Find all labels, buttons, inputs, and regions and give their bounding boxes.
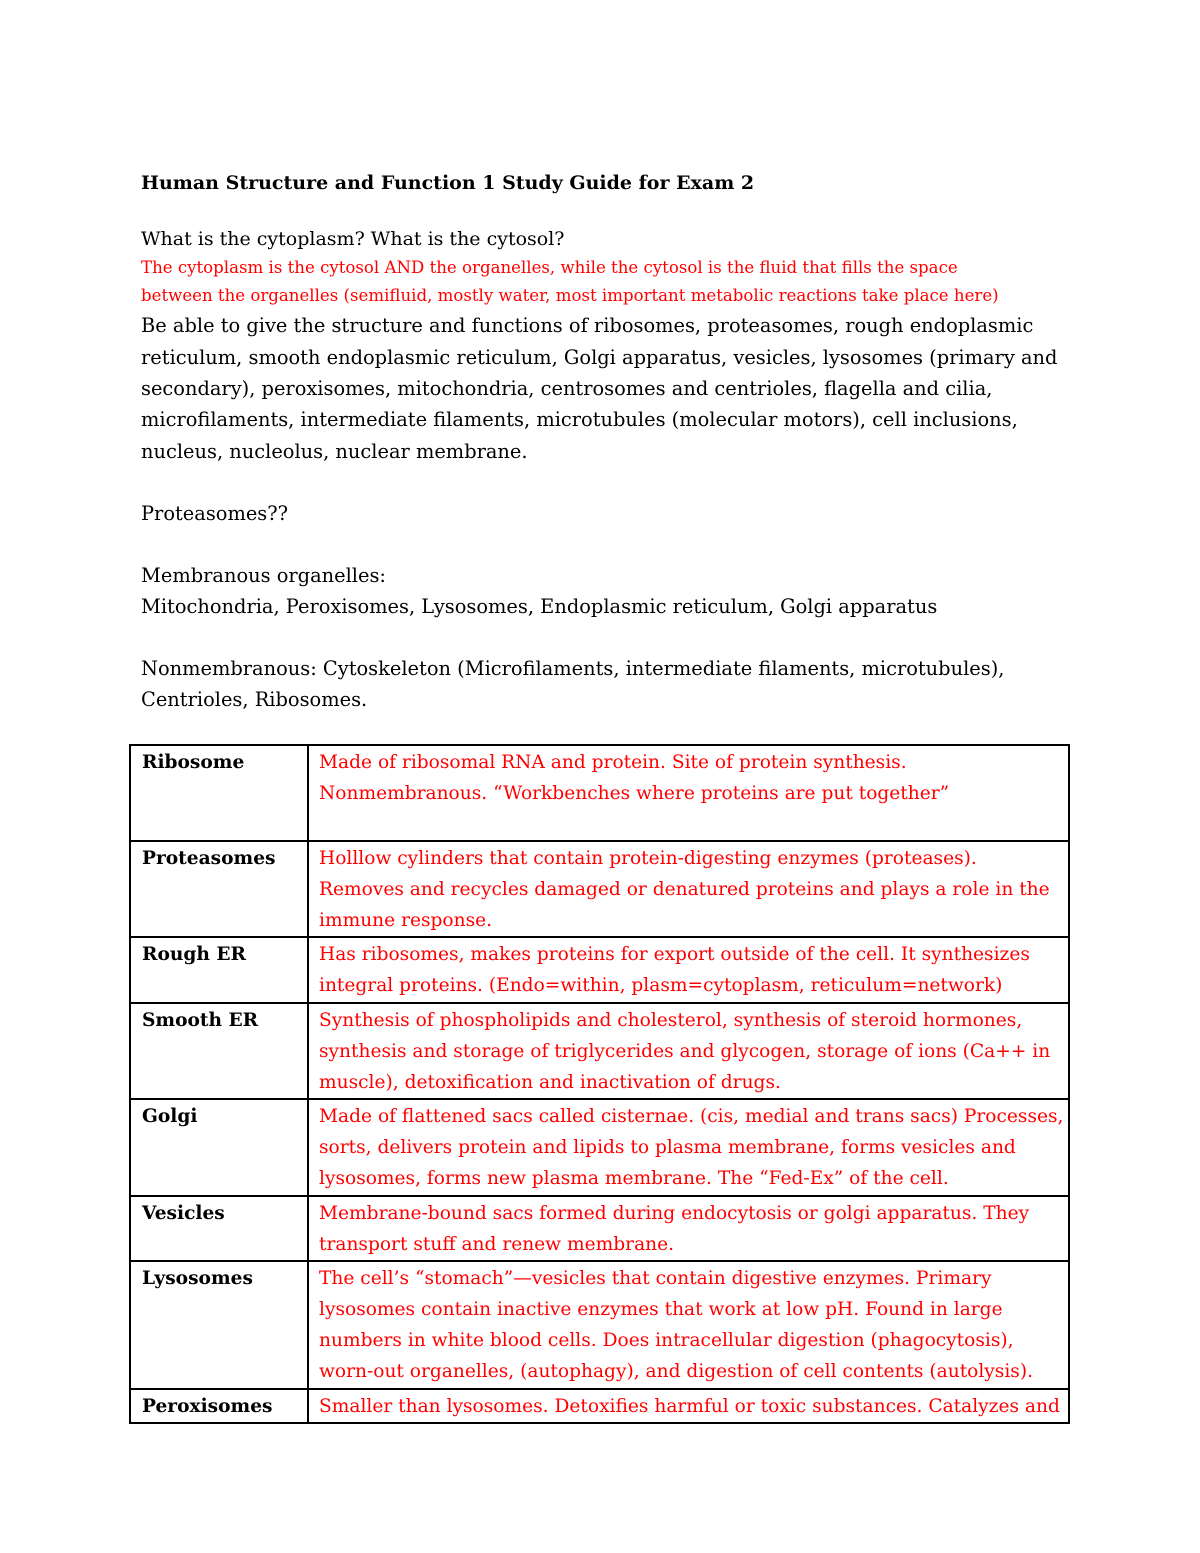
description-text: Membrane-bound sacs formed during endocytosis or golgi apparatus. They transport stuff and renew membrane.	[319, 1202, 1030, 1255]
instruction-line: secondary), peroxisomes, mitochondria, centrosomes and centrioles, flagella and cilia,	[141, 377, 993, 400]
table-row	[130, 745, 1069, 841]
description-text: Synthesis of phospholipids and cholesterol, synthesis of steroid hormones, synthesis and storage of triglycerides and glycogen, storage of ions (Ca++ in muscle), detoxification and inactivation of drugs.	[319, 1009, 1051, 1093]
table-row	[130, 1261, 1069, 1388]
organelle-description	[308, 1099, 1069, 1195]
organelle-description	[308, 1003, 1069, 1099]
organelle-description	[308, 841, 1069, 937]
nonmembranous-line: Centrioles, Ribosomes.	[141, 688, 368, 711]
instruction-line: nucleus, nucleolus, nuclear membrane.	[141, 440, 528, 463]
answer-line: The cytoplasm is the cytosol AND the organelles, while the cytosol is the fluid that fills the space	[141, 258, 958, 277]
nonmembranous-line: Nonmembranous: Cytoskeleton (Microfilaments, intermediate filaments, microtubules),	[141, 657, 1005, 680]
organelle-term: Rough ER	[130, 937, 308, 1003]
document-title: Human Structure and Function 1 Study Guide for Exam 2	[141, 172, 755, 194]
organelle-description	[308, 1261, 1069, 1388]
description-text: Smaller than lysosomes. Detoxifies harmful or toxic substances. Catalyzes and	[319, 1395, 1060, 1417]
table-row	[130, 937, 1069, 1003]
table-row	[130, 1389, 1069, 1424]
membranous-list: Mitochondria, Peroxisomes, Lysosomes, Endoplasmic reticulum, Golgi apparatus	[141, 595, 938, 618]
table-row	[130, 1196, 1069, 1262]
organelle-term: Vesicles	[130, 1196, 308, 1262]
membranous-heading: Membranous organelles:	[141, 564, 386, 587]
organelle-term: Peroxisomes	[130, 1389, 308, 1424]
proteasomes-note: Proteasomes??	[141, 502, 289, 525]
organelle-table	[129, 744, 1070, 1424]
organelle-description	[308, 1196, 1069, 1262]
table-row	[130, 841, 1069, 937]
instruction-line: reticulum, smooth endoplasmic reticulum, Golgi apparatus, vesicles, lysosomes (primary and	[141, 346, 1058, 369]
organelle-term: Proteasomes	[130, 841, 308, 937]
description-text: Holllow cylinders that contain protein-digesting enzymes (proteases). Removes and recycles damaged or denatured proteins and plays a role in the immune response.	[319, 848, 1050, 931]
description-text: Made of flattened sacs called cisternae. (cis, medial and trans sacs) Processes, sorts, delivers protein and lipids to plasma membrane, forms vesicles and lysosomes, forms new plasma membrane. The “Fed-Ex” of the cell.	[319, 1106, 1064, 1189]
organelle-description	[308, 1389, 1069, 1424]
instruction-line: microfilaments, intermediate filaments, microtubules (molecular motors), cell inclusions,	[141, 408, 1018, 431]
table-row	[130, 1003, 1069, 1099]
answer-line: between the organelles (semifluid, mostly water, most important metabolic reactions take place here)	[141, 286, 999, 305]
table-row	[130, 1099, 1069, 1195]
organelle-term: Golgi	[130, 1099, 308, 1195]
instruction-line: Be able to give the structure and functions of ribosomes, proteasomes, rough endoplasmic	[141, 314, 1034, 337]
question-text: What is the cytoplasm? What is the cytosol?	[141, 228, 565, 250]
description-text: Has ribosomes, makes proteins for export outside of the cell. It synthesizes integral proteins. (Endo=within, plasm=cytoplasm, reticulum=network)	[319, 944, 1030, 997]
organelle-description	[308, 745, 1069, 841]
description-text: Made of ribosomal RNA and protein. Site of protein synthesis. Nonmembranous. “Workbenches where proteins are put together”	[319, 752, 950, 804]
organelle-term: Ribosome	[130, 745, 308, 841]
organelle-term: Lysosomes	[130, 1261, 308, 1388]
organelle-term: Smooth ER	[130, 1003, 308, 1099]
description-text: The cell’s “stomach”—vesicles that contain digestive enzymes. Primary lysosomes contain inactive enzymes that work at low pH. Found in large numbers in white blood cells. Does intracellular digestion (phagocytosis), worn-out organelles, (autophagy), and digestion of cell contents (autolysis).	[319, 1268, 1034, 1382]
organelle-description	[308, 937, 1069, 1003]
